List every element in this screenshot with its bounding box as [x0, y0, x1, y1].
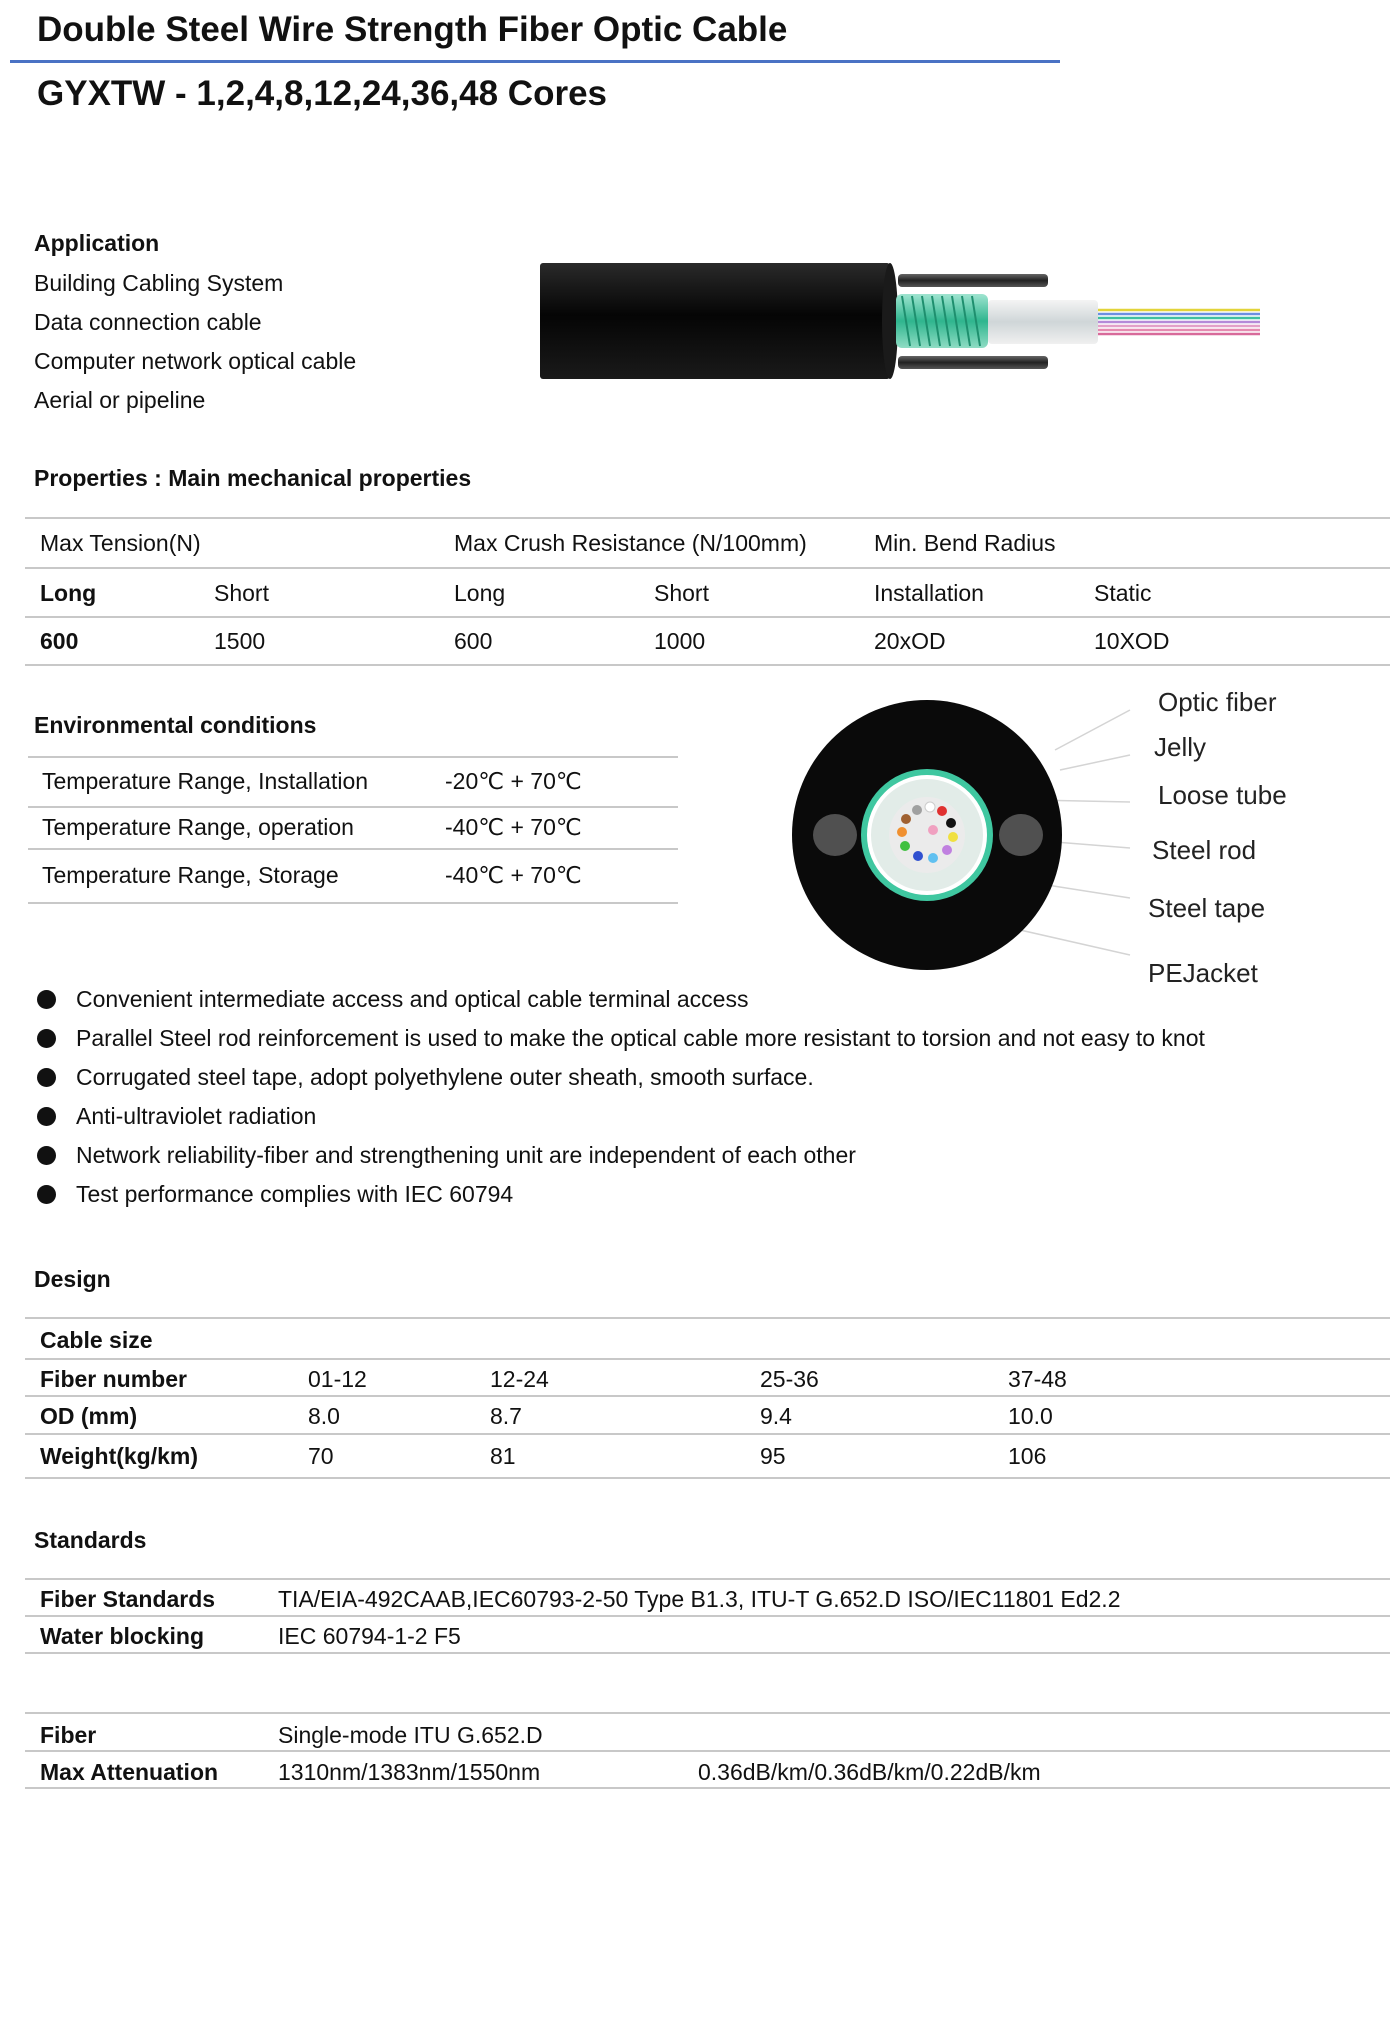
table-rule [28, 848, 678, 850]
feature-item: Anti-ultraviolet radiation [34, 1097, 1364, 1136]
bullet-icon [37, 1107, 56, 1126]
env-label: Temperature Range, Storage [42, 862, 339, 888]
cs-label-loose-tube: Loose tube [1158, 780, 1287, 810]
fiber-value: Single-mode ITU G.652.D [278, 1722, 543, 1748]
env-label: Temperature Range, operation [42, 814, 354, 840]
table-rule [25, 1395, 1390, 1397]
prop-value: 20xOD [874, 628, 946, 654]
environment-heading: Environmental conditions [34, 712, 317, 738]
application-item: Aerial or pipeline [34, 387, 206, 413]
prop-sub-header: Long [40, 580, 97, 606]
standards-heading: Standards [34, 1527, 147, 1553]
prop-group-header: Max Tension(N) [40, 530, 201, 556]
env-value: -40℃ + 70℃ [445, 862, 582, 888]
table-rule [25, 664, 1390, 666]
prop-value: 10XOD [1094, 628, 1170, 654]
table-rule [25, 1652, 1390, 1654]
page-title: Double Steel Wire Strength Fiber Optic Cable [37, 10, 788, 49]
standards-label: Fiber Standards [40, 1586, 216, 1612]
table-rule [28, 902, 678, 904]
design-cell: 81 [490, 1443, 516, 1469]
design-cell: 10.0 [1008, 1403, 1053, 1429]
design-cell: 106 [1008, 1443, 1047, 1469]
table-rule [25, 616, 1390, 618]
table-rule [25, 1578, 1390, 1580]
application-list [34, 264, 356, 420]
design-cell: 01-12 [308, 1366, 367, 1392]
prop-sub-header: Static [1094, 580, 1152, 606]
feature-list [34, 980, 1364, 1214]
design-cell: 8.0 [308, 1403, 340, 1429]
prop-value: 1000 [654, 628, 706, 654]
title-underline [10, 60, 1060, 63]
prop-sub-header: Installation [874, 580, 984, 606]
bullet-icon [37, 1029, 56, 1048]
table-rule [25, 1712, 1390, 1714]
design-row-label: Fiber number [40, 1366, 187, 1392]
cs-label-pe-jacket: PEJacket [1148, 958, 1258, 988]
table-rule [25, 1433, 1390, 1435]
page-subtitle: GYXTW - 1,2,4,8,12,24,36,48 Cores [37, 74, 608, 113]
table-rule [28, 756, 678, 758]
prop-value: 1500 [214, 628, 266, 654]
table-rule [25, 1787, 1390, 1789]
table-rule [25, 1477, 1390, 1479]
bullet-icon [37, 1068, 56, 1087]
prop-group-header: Min. Bend Radius [874, 530, 1056, 556]
design-row-label: Weight(kg/km) [40, 1443, 199, 1469]
table-rule [25, 517, 1390, 519]
cable-cross-section [785, 680, 1345, 995]
design-row-label: OD (mm) [40, 1403, 138, 1429]
cs-label-steel-tape: Steel tape [1148, 893, 1266, 923]
cable-size-label: Cable size [40, 1327, 153, 1353]
design-heading: Design [34, 1266, 111, 1292]
standards-value: TIA/EIA-492CAAB,IEC60793-2-50 Type B1.3, ITU-T G.652.D ISO/IEC11801 Ed2.2 [278, 1586, 1121, 1612]
cs-label-optic-fiber: Optic fiber [1158, 687, 1277, 717]
table-rule [25, 1317, 1390, 1319]
feature-item: Convenient intermediate access and optical cable terminal access [34, 980, 1364, 1019]
table-rule [28, 806, 678, 808]
env-value: -20℃ + 70℃ [445, 768, 582, 794]
cable-side-image [540, 258, 1270, 390]
bullet-icon [37, 990, 56, 1009]
feature-item: Parallel Steel rod reinforcement is used to make the optical cable more resistant to torsion and not easy to knot [34, 1019, 1364, 1058]
table-rule [25, 1358, 1390, 1360]
env-label: Temperature Range, Installation [42, 768, 369, 794]
design-cell: 9.4 [760, 1403, 792, 1429]
table-rule [25, 1750, 1390, 1752]
cs-label-jelly: Jelly [1154, 732, 1207, 762]
fiber-label: Fiber [40, 1722, 97, 1748]
properties-heading: Properties : Main mechanical properties [34, 465, 472, 491]
fiber-value-2: 0.36dB/km/0.36dB/km/0.22dB/km [698, 1759, 1041, 1785]
design-cell: 70 [308, 1443, 334, 1469]
prop-sub-header: Short [214, 580, 269, 606]
table-rule [25, 1615, 1390, 1617]
application-item: Building Cabling System [34, 270, 284, 296]
standards-label: Water blocking [40, 1623, 204, 1649]
design-cell: 8.7 [490, 1403, 522, 1429]
bullet-icon [37, 1185, 56, 1204]
prop-value: 600 [40, 628, 79, 654]
table-rule [25, 567, 1390, 569]
prop-group-header: Max Crush Resistance (N/100mm) [454, 530, 807, 556]
application-heading: Application [34, 230, 160, 256]
prop-sub-header: Short [654, 580, 709, 606]
env-value: -40℃ + 70℃ [445, 814, 582, 840]
bullet-icon [37, 1146, 56, 1165]
feature-item: Test performance complies with IEC 60794 [34, 1175, 1364, 1214]
fiber-label: Max Attenuation [40, 1759, 219, 1785]
prop-sub-header: Long [454, 580, 506, 606]
application-item: Computer network optical cable [34, 348, 357, 374]
design-cell: 95 [760, 1443, 786, 1469]
design-cell: 25-36 [760, 1366, 819, 1392]
prop-value: 600 [454, 628, 493, 654]
design-cell: 12-24 [490, 1366, 549, 1392]
application-item: Data connection cable [34, 309, 262, 335]
design-cell: 37-48 [1008, 1366, 1067, 1392]
cs-label-steel-rod: Steel rod [1152, 835, 1257, 865]
feature-item: Corrugated steel tape, adopt polyethylene outer sheath, smooth surface. [34, 1058, 1364, 1097]
feature-item: Network reliability-fiber and strengthening unit are independent of each other [34, 1136, 1364, 1175]
standards-value: IEC 60794-1-2 F5 [278, 1623, 461, 1649]
fiber-value: 1310nm/1383nm/1550nm [278, 1759, 541, 1785]
